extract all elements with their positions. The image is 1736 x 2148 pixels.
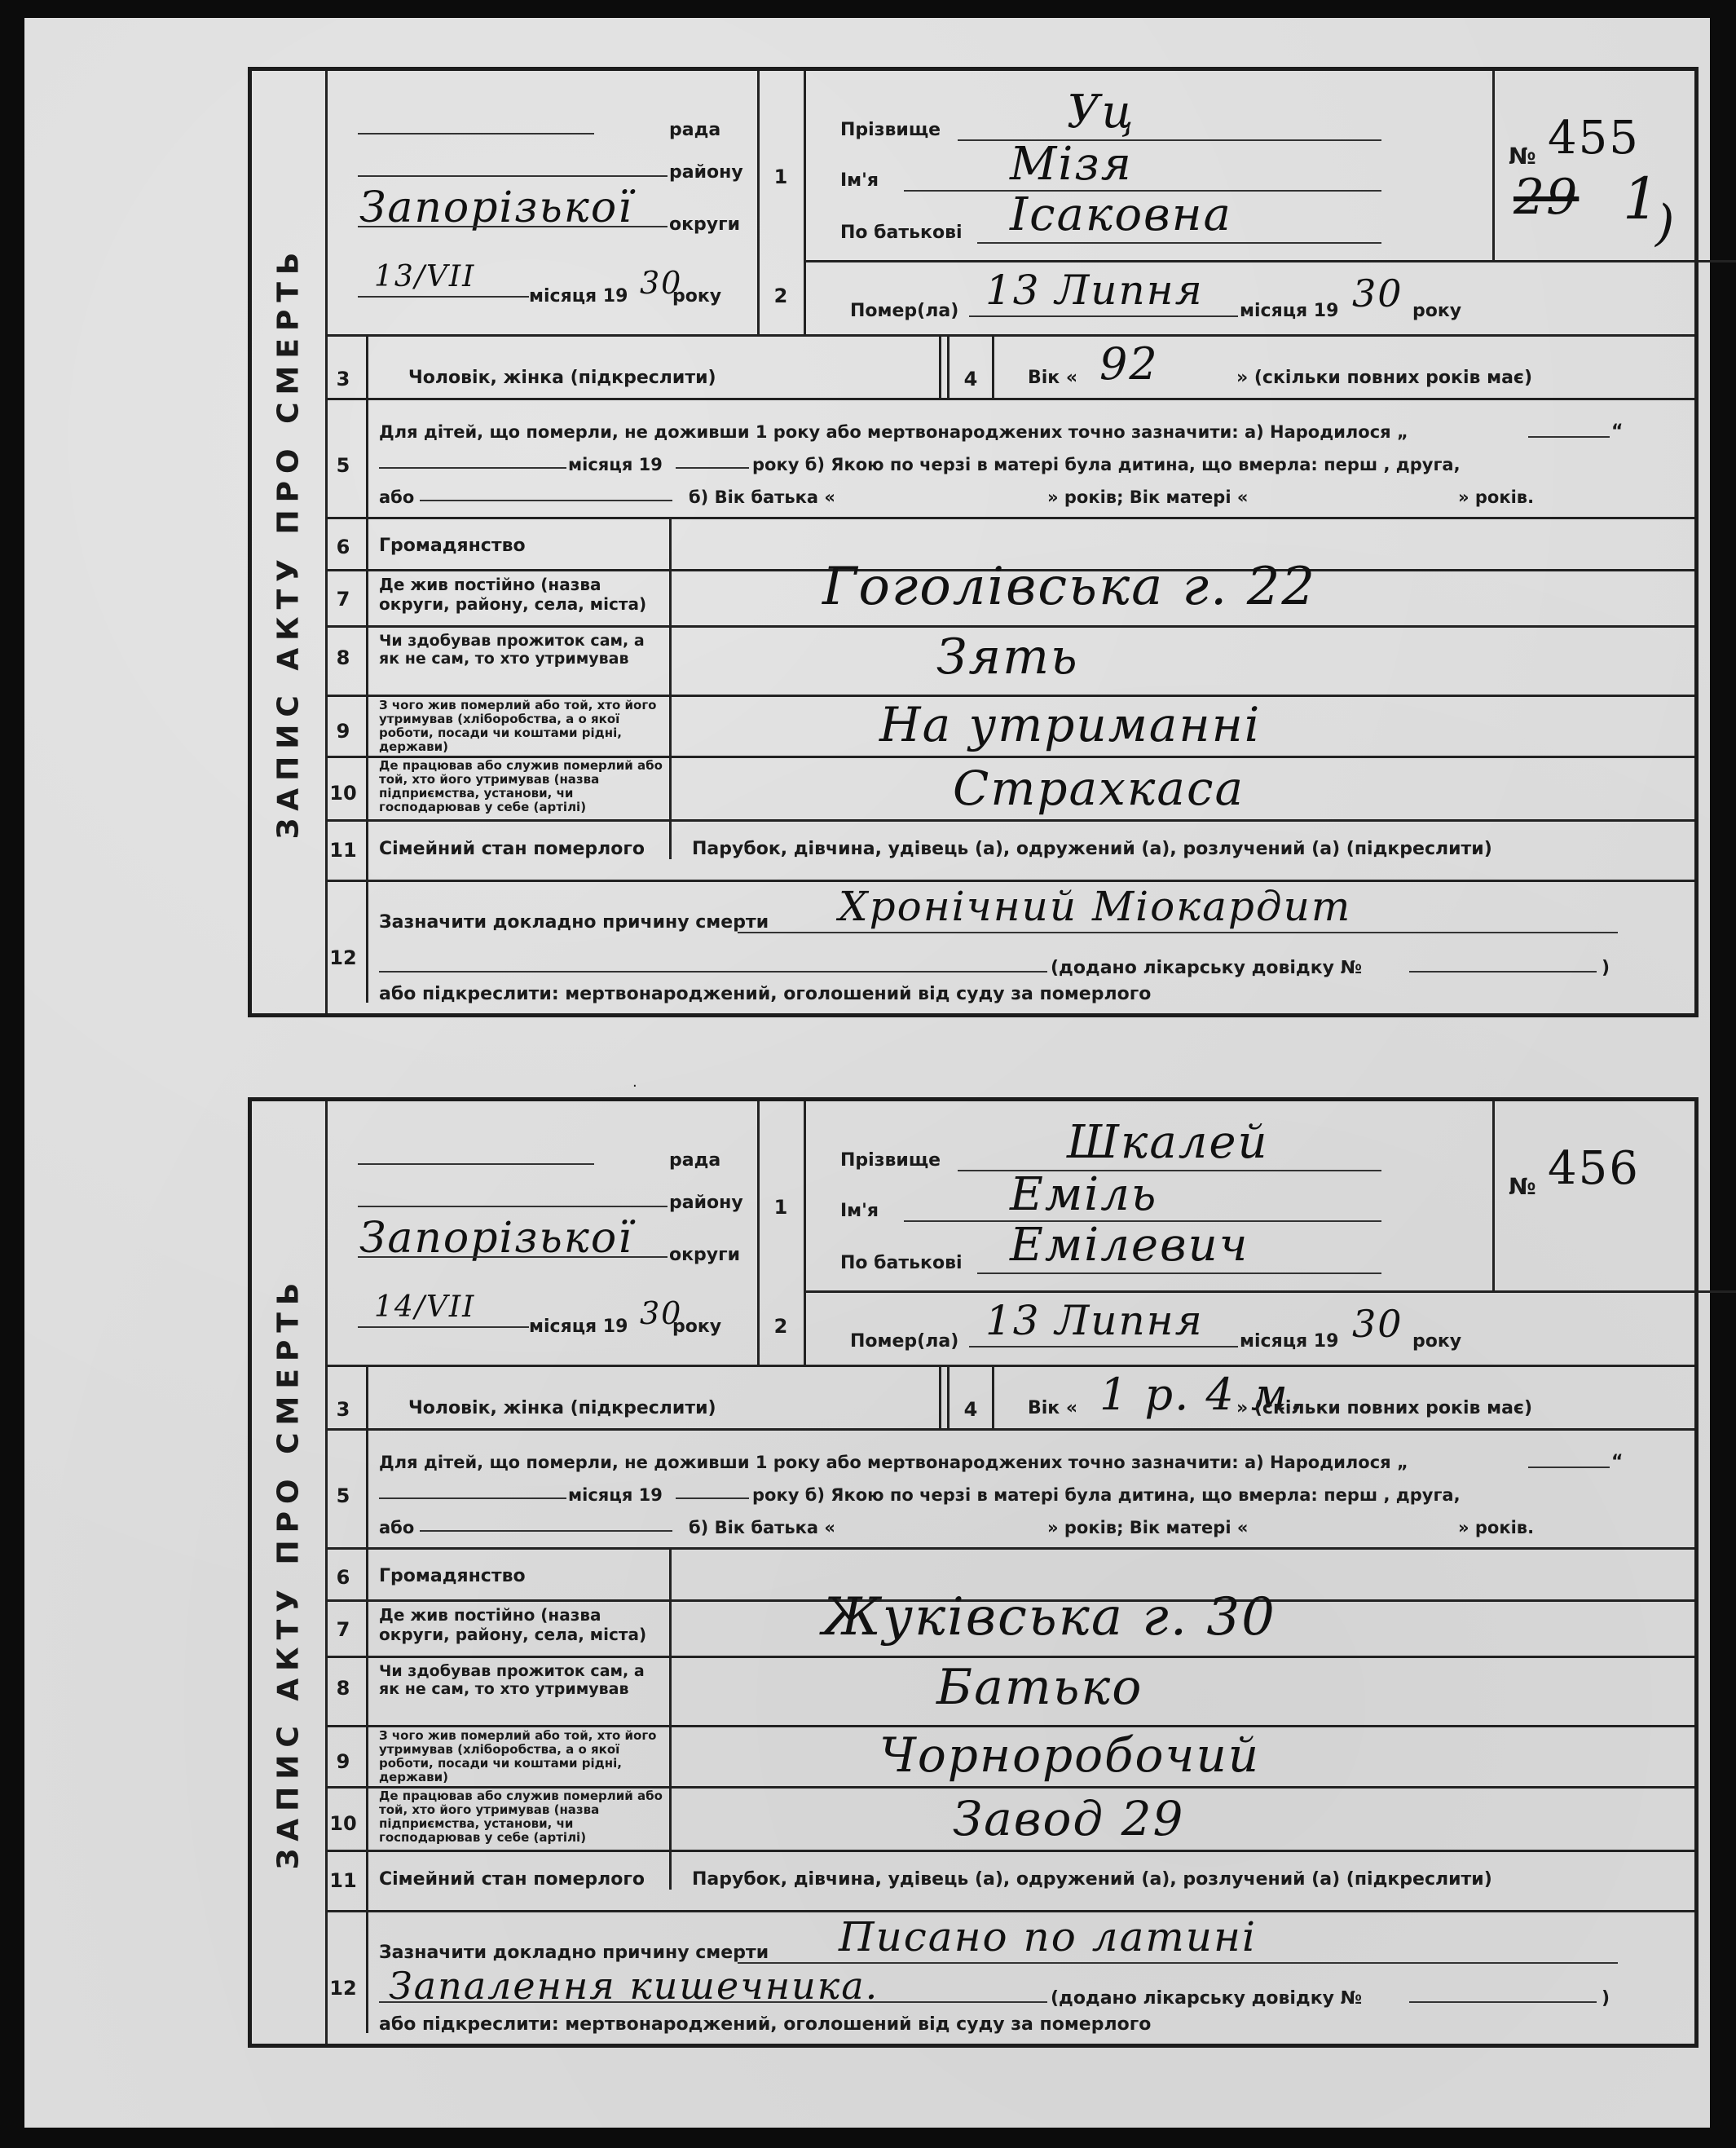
infant-or-label: або: [379, 1518, 415, 1537]
divider: [325, 819, 1694, 822]
record-correction: 1: [1623, 165, 1661, 232]
surname-label: Прізвище: [840, 120, 941, 140]
marital-label: Сімейний стан померлого: [379, 839, 645, 859]
row-number-4: 4: [963, 368, 978, 390]
divider: [757, 71, 760, 334]
patronymic-label: По батькові: [840, 223, 963, 243]
record-crossed-number: 29: [1513, 169, 1580, 226]
divider: [325, 880, 1694, 882]
raion-label: району: [669, 162, 743, 183]
years-label: » років.: [1458, 487, 1535, 507]
row-number-6: 6: [336, 1566, 350, 1589]
row-number-9: 9: [336, 720, 350, 743]
marital-options: Парубок, дівчина, удівець (а), одружений (а), розлучений (а) (підкреслити): [692, 1869, 1492, 1890]
form-side-title: ЗАПИС АКТУ ПРО СМЕРТЬ: [271, 1275, 306, 1870]
infant-month-line: [379, 467, 566, 469]
citizenship-label: Громадянство: [379, 536, 526, 556]
age-hint: » (скільки повних років має): [1236, 368, 1533, 388]
entry-year: 30: [640, 265, 683, 301]
row-number-11: 11: [329, 1869, 357, 1892]
divider: [325, 517, 1694, 519]
divider: [325, 1850, 1694, 1852]
divider: [947, 334, 950, 398]
infant-or-label: або: [379, 487, 415, 507]
divider: [669, 1547, 672, 1890]
entry-year: 30: [640, 1295, 683, 1331]
divider: [804, 1101, 806, 1365]
rada-line: [358, 133, 594, 135]
divider: [669, 517, 672, 859]
row-number-2: 2: [773, 284, 788, 307]
stray-mark: ·: [632, 1078, 637, 1095]
cause-label: Зазначити докладно причину смерти: [379, 1943, 769, 1963]
age-hint: » (скільки повних років має): [1236, 1398, 1533, 1418]
row-number-3: 3: [336, 368, 350, 390]
certificate-line: [1409, 971, 1597, 973]
raion-line: [358, 1206, 668, 1207]
divider: [325, 1428, 1694, 1431]
livelihood-value: Чорноробочий: [879, 1727, 1261, 1783]
date-line: [358, 1326, 529, 1328]
divider: [947, 1365, 950, 1428]
workplace-label: Де працював або служив померлий або той, хто його утримував (назва підприємства, установи, чи господарював у себе (артілі): [379, 758, 663, 814]
residence-value: Жуківська г. 30: [822, 1587, 1276, 1647]
row-number-3: 3: [336, 1398, 350, 1421]
rada-line: [358, 1163, 594, 1165]
row-number-7: 7: [336, 588, 350, 611]
infant-or-line: [420, 1530, 672, 1532]
cause-value: Писано по латині: [839, 1913, 1257, 1961]
cause-line: [738, 932, 1618, 933]
row-number-8: 8: [336, 646, 350, 669]
okruh-label: округи: [669, 1245, 741, 1265]
cause-line-2: [379, 971, 1047, 973]
row-number-12: 12: [329, 946, 357, 969]
support-value: Зять: [936, 629, 1079, 686]
father-age-label: б) Вік батька «: [689, 1518, 835, 1537]
died-year: 30: [1352, 271, 1403, 315]
divider: [1492, 1101, 1495, 1290]
workplace-value: Страхкаса: [953, 761, 1245, 816]
divider: [325, 1910, 1694, 1912]
infant-year-line: [676, 1497, 749, 1499]
stillborn-label: або підкреслити: мертвонароджений, оголошений від суду за померлого: [379, 984, 1152, 1004]
entry-date: 13/VII: [374, 260, 476, 293]
support-label: Чи здобував прожиток сам, а як не сам, то хто утримував: [379, 632, 645, 668]
row-number-10: 10: [329, 1812, 357, 1835]
certificate-end: ): [1602, 1988, 1610, 2009]
surname-label: Прізвище: [840, 1150, 941, 1171]
infant-month-label: місяця 19: [568, 455, 663, 474]
name-value: Еміль: [1010, 1168, 1158, 1221]
surname-value: Уц: [1067, 86, 1135, 139]
residence-value: Гоголівська г. 22: [822, 557, 1317, 617]
name-value: Мізя: [1010, 138, 1133, 191]
livelihood-label: З чого жив померлий або той, хто його утримував (хліборобства, а о якої роботи, посади чи коштами рідні, держави): [379, 698, 657, 754]
row-number-4: 4: [963, 1398, 978, 1421]
sex-label: Чоловік, жінка (підкреслити): [408, 1398, 716, 1418]
raion-label: району: [669, 1193, 743, 1213]
divider: [804, 71, 806, 334]
support-label: Чи здобував прожиток сам, а як не сам, то хто утримував: [379, 1662, 645, 1698]
infant-month-line: [379, 1497, 566, 1499]
divider: [757, 1101, 760, 1365]
died-value: 13 Липня: [985, 1297, 1204, 1344]
cause-value: Хронічний Міокардит: [839, 883, 1352, 930]
divider: [325, 398, 1694, 400]
died-month-label: місяця 19: [1240, 1331, 1339, 1352]
infant-line-1: Для дітей, що померли, не доживши 1 року або мертвонароджених точно зазначити: а) Народилося „: [379, 422, 1408, 442]
death-record-form-1: [248, 67, 1699, 1017]
age-value: 1 р. 4 м.: [1099, 1369, 1305, 1420]
support-value: Батько: [936, 1659, 1143, 1716]
certificate-line: [1409, 2001, 1597, 2003]
livelihood-label: З чого жив померлий або той, хто його утримував (хліборобства, а о якої роботи, посади чи коштами рідні, держави): [379, 1728, 657, 1784]
cause-value-2: Запалення кишечника.: [389, 1964, 879, 2008]
divider: [992, 334, 994, 398]
record-number: 455: [1548, 112, 1640, 165]
patronymic-value: Ісаковна: [1010, 188, 1232, 241]
infant-year-line: [676, 467, 749, 469]
age-label: Вік «: [1028, 368, 1078, 388]
death-record-form-2: [248, 1097, 1699, 2048]
divider: [1492, 71, 1495, 260]
divider: [366, 334, 368, 1003]
stillborn-label: або підкреслити: мертвонароджений, оголошений від суду за померлого: [379, 2014, 1152, 2035]
row-number-1: 1: [773, 165, 788, 188]
sex-label: Чоловік, жінка (підкреслити): [408, 368, 716, 388]
row-number-1: 1: [773, 1196, 788, 1219]
died-year: 30: [1352, 1302, 1403, 1346]
okruh-value: Запорізької: [359, 183, 633, 232]
age-label: Вік «: [1028, 1398, 1078, 1418]
record-number: 456: [1548, 1142, 1640, 1195]
okruh-value: Запорізької: [359, 1214, 633, 1263]
divider: [325, 1656, 1694, 1658]
patronymic-value: Емілевич: [1010, 1219, 1249, 1272]
mother-age-label: » років; Вік матері «: [1047, 487, 1249, 507]
side-column: [252, 1101, 328, 2044]
infant-line-2: року б) Якою по черзі в матері була дитина, що вмерла: перш , друга,: [752, 455, 1461, 474]
divider: [939, 1365, 941, 1428]
entry-date: 14/VII: [374, 1290, 476, 1324]
row-number-6: 6: [336, 536, 350, 558]
year-label: року: [672, 286, 722, 307]
record-number-sign: №: [1509, 1173, 1536, 1200]
record-paren: ): [1655, 195, 1677, 252]
divider: [325, 625, 1694, 628]
certificate-end: ): [1602, 958, 1610, 978]
row-number-11: 11: [329, 839, 357, 862]
month-label: місяця 19: [529, 1317, 628, 1337]
row-number-12: 12: [329, 1977, 357, 2000]
surname-value: Шкалей: [1067, 1116, 1269, 1169]
years-label: » років.: [1458, 1518, 1535, 1537]
row-number-9: 9: [336, 1750, 350, 1773]
workplace-label: Де працював або служив померлий або той, хто його утримував (назва підприємства, установи, чи господарював у себе (артілі): [379, 1789, 663, 1845]
row-number-2: 2: [773, 1315, 788, 1338]
died-year-label: року: [1412, 301, 1462, 321]
cause-line-2: [379, 2001, 1047, 2003]
infant-line-1-end: “: [1611, 421, 1624, 442]
divider: [992, 1365, 994, 1428]
divider: [325, 1547, 1694, 1550]
workplace-value: Завод 29: [953, 1791, 1185, 1846]
okruh-line: [358, 1256, 668, 1258]
infant-line-1: Для дітей, що померли, не доживши 1 року або мертвонароджених точно зазначити: а) Народилося „: [379, 1453, 1408, 1472]
certificate-label: (додано лікарську довідку №: [1051, 1988, 1363, 2009]
died-label: Помер(ла): [850, 301, 959, 321]
divider: [939, 334, 941, 398]
record-number-sign: №: [1509, 143, 1536, 170]
divider: [325, 334, 1694, 337]
cause-label: Зазначити докладно причину смерти: [379, 912, 769, 933]
infant-line-1-end: “: [1611, 1452, 1624, 1472]
divider: [804, 1290, 1736, 1293]
name-label: Ім'я: [840, 170, 879, 191]
row-number-5: 5: [336, 1484, 350, 1507]
died-label: Помер(ла): [850, 1331, 959, 1352]
livelihood-value: На утриманні: [879, 697, 1262, 752]
rada-label: рада: [669, 1150, 721, 1171]
died-month-label: місяця 19: [1240, 301, 1339, 321]
mother-age-label: » років; Вік матері «: [1047, 1518, 1249, 1537]
raion-line: [358, 175, 668, 177]
died-year-label: року: [1412, 1331, 1462, 1352]
name-label: Ім'я: [840, 1201, 879, 1221]
okruh-label: округи: [669, 214, 741, 235]
rada-label: рада: [669, 120, 721, 140]
date-line: [358, 296, 529, 298]
residence-label: Де жив постійно (назва округи, району, села, міста): [379, 575, 647, 614]
month-label: місяця 19: [529, 286, 628, 307]
divider: [804, 260, 1736, 262]
patronymic-label: По батькові: [840, 1253, 963, 1273]
patronymic-line: [977, 1272, 1381, 1274]
infant-or-line: [420, 500, 672, 501]
birth-date-line: [1528, 1467, 1610, 1468]
died-line: [969, 1346, 1238, 1347]
form-side-title: ЗАПИС АКТУ ПРО СМЕРТЬ: [271, 245, 306, 840]
year-label: року: [672, 1317, 722, 1337]
certificate-label: (додано лікарську довідку №: [1051, 958, 1363, 978]
patronymic-line: [977, 242, 1381, 244]
divider: [325, 1365, 1694, 1367]
infant-month-label: місяця 19: [568, 1485, 663, 1505]
birth-date-line: [1528, 436, 1610, 438]
row-number-8: 8: [336, 1677, 350, 1700]
row-number-7: 7: [336, 1618, 350, 1641]
row-number-10: 10: [329, 782, 357, 805]
age-value: 92: [1099, 338, 1159, 390]
row-number-5: 5: [336, 454, 350, 477]
died-line: [969, 315, 1238, 317]
marital-options: Парубок, дівчина, удівець (а), одружений (а), розлучений (а) (підкреслити): [692, 839, 1492, 859]
residence-label: Де жив постійно (назва округи, району, села, міста): [379, 1605, 647, 1644]
father-age-label: б) Вік батька «: [689, 487, 835, 507]
citizenship-label: Громадянство: [379, 1566, 526, 1586]
died-value: 13 Липня: [985, 267, 1204, 314]
marital-label: Сімейний стан померлого: [379, 1869, 645, 1890]
infant-line-2: року б) Якою по черзі в матері була дитина, що вмерла: перш , друга,: [752, 1485, 1461, 1505]
divider: [366, 1365, 368, 2033]
side-column: [252, 71, 328, 1013]
okruh-line: [358, 226, 668, 227]
